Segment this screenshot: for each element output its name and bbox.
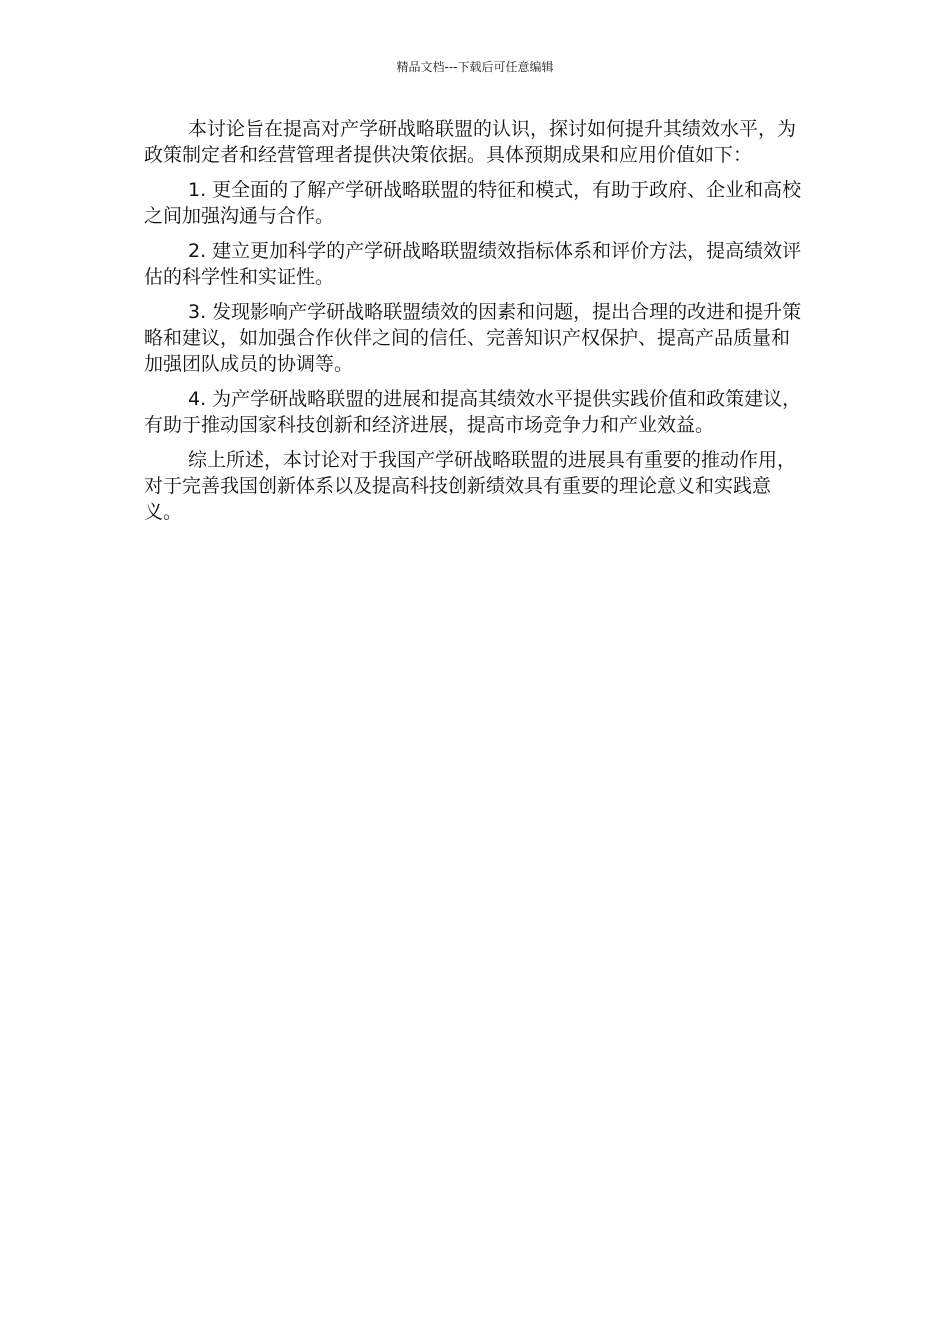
document-body	[144, 116, 806, 534]
paragraph-item-4: 4. 为产学研战略联盟的进展和提高其绩效水平提供实践价值和政策建议，有助于推动国家科技创新和经济进展，提高市场竞争力和产业效益。	[144, 388, 802, 436]
paragraph-conclusion: 综上所述，本讨论对于我国产学研战略联盟的进展具有重要的推动作用，对于完善我国创新体系以及提高科技创新绩效具有重要的理论意义和实践意义。	[144, 449, 797, 523]
paragraph-intro: 本讨论旨在提高对产学研战略联盟的认识，探讨如何提升其绩效水平，为政策制定者和经营管理者提供决策依据。具体预期成果和应用价值如下：	[144, 118, 797, 166]
paragraph-item-3: 3. 发现影响产学研战略联盟绩效的因素和问题，提出合理的改进和提升策略和建议，如加强合作伙伴之间的信任、完善知识产权保护、提高产品质量和加强团队成员的协调等。	[144, 301, 802, 375]
paragraph-item-2: 2. 建立更加科学的产学研战略联盟绩效指标体系和评价方法，提高绩效评估的科学性和实证性。	[144, 240, 802, 288]
page-header: 精品文档---下载后可任意编辑	[396, 60, 554, 74]
paragraph-item-1: 1. 更全面的了解产学研战略联盟的特征和模式，有助于政府、企业和高校之间加强沟通与合作。	[144, 179, 802, 227]
